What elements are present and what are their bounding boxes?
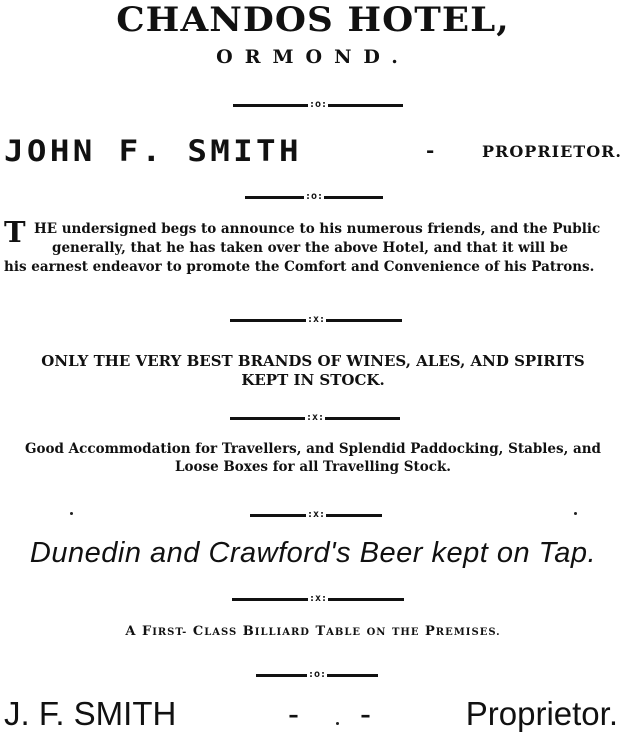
divider-o-2: :o: [245, 190, 383, 204]
beer-notice: Dunedin and Crawford's Beer kept on Tap. [29, 537, 597, 569]
footer-dash-2: - [360, 695, 371, 732]
divider-x-2: :x: [230, 411, 400, 425]
accommodation-notice [0, 440, 626, 476]
proprietor-line [4, 134, 622, 168]
wines-notice [0, 352, 626, 390]
print-speck [70, 512, 73, 515]
footer-title: Proprietor. [465, 695, 618, 732]
billiard-word: THE [391, 627, 420, 638]
billiard-word: TABLE [315, 624, 362, 639]
accommodation-line-1: Good Accommodation for Travellers, and Splendid Paddocking, Stables, and [25, 441, 601, 457]
footer-proprietor-line [4, 695, 618, 735]
print-speck [336, 722, 339, 725]
wines-line-2: KEPT IN STOCK. [241, 371, 385, 389]
proprietor-separator: - [426, 138, 435, 162]
accommodation-line-2: Loose Boxes for all Travelling Stock. [174, 459, 452, 475]
announcement-paragraph [4, 215, 624, 277]
proprietor-title: PROPRIETOR. [482, 142, 622, 161]
announcement-line-3: his earnest endeavor to promote the Comfort and Convenience of his Patrons. [4, 259, 595, 275]
billiard-word: BILLIARD [242, 624, 310, 639]
announcement-line-1: HE undersigned begs to announce to his numerous friends, and the Public [34, 221, 601, 237]
billiard-word: PREMISES. [425, 624, 501, 639]
divider-x-4: :x: [232, 592, 404, 606]
divider-o-1: :o: [233, 98, 403, 112]
billiard-word: A [125, 624, 137, 639]
divider-x-3: :x: [250, 508, 382, 522]
divider-x-1: :x: [230, 313, 402, 327]
footer-dash-1: - [288, 695, 299, 732]
billiard-notice [0, 624, 626, 639]
billiard-word: CLASS [192, 624, 238, 639]
divider-o-3: :o: [256, 668, 378, 682]
wines-line-1: ONLY THE VERY BEST BRANDS OF WINES, ALES, AND SPIRITS [41, 352, 585, 370]
announcement-line-2: generally, that he has taken over the above Hotel, and that it will be [52, 240, 568, 256]
drop-cap: T [4, 215, 26, 249]
hotel-title: CHANDOS HOTEL, [116, 0, 510, 40]
hotel-location: ORMOND. [216, 46, 410, 68]
footer-name: J. F. SMITH [4, 695, 177, 732]
billiard-word: ON [366, 627, 387, 638]
print-speck [574, 512, 577, 515]
billiard-word: FIRST- [141, 624, 188, 639]
proprietor-name: JOHN F. SMITH [4, 134, 302, 168]
